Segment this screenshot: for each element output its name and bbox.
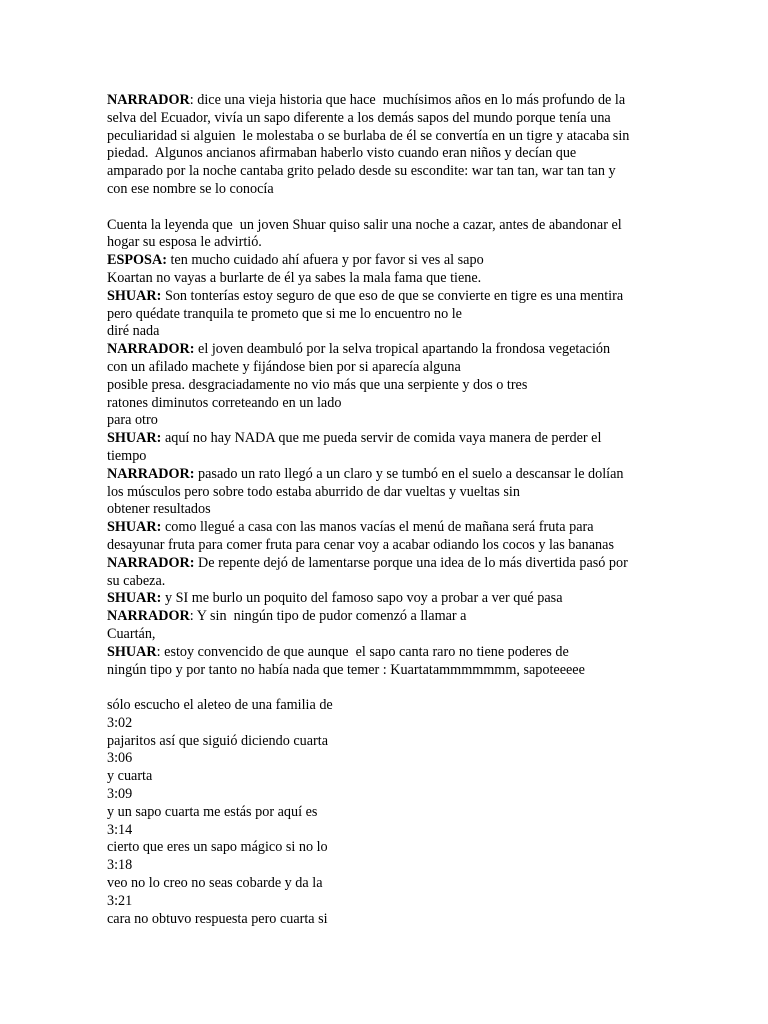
line-text: y SI me burlo un poquito del famoso sapo voy a probar a ver qué pasa	[161, 590, 563, 607]
text-line	[107, 163, 667, 181]
line-text: 3:09	[107, 786, 133, 803]
text-line	[107, 145, 667, 163]
speaker-label: ESPOSA:	[107, 252, 167, 269]
text-line	[107, 270, 667, 288]
line-text: cierto que eres un sapo mágico si no lo	[107, 839, 328, 856]
line-text: posible presa. desgraciadamente no vio más que una serpiente y dos o tres	[107, 376, 528, 393]
line-text: pasado un rato llegó a un claro y se tumbó en el suelo a descansar le dolían	[194, 465, 624, 482]
text-line	[107, 110, 667, 128]
text-line	[107, 911, 667, 929]
line-text: y cuarta	[107, 768, 153, 785]
paragraph-transcript	[107, 697, 667, 928]
speaker-label: NARRADOR:	[107, 554, 195, 571]
line-text: Cuenta la leyenda que un joven Shuar quiso salir una noche a cazar, antes de abandonar el	[107, 216, 622, 233]
line-text: para otro	[107, 412, 158, 429]
text-line	[107, 590, 667, 608]
speaker-label: NARRADOR	[107, 92, 190, 108]
line-text: Koartan no vayas a burlarte de él ya sabes la mala fama que tiene.	[107, 269, 482, 286]
text-line	[107, 395, 667, 413]
text-line	[107, 341, 667, 359]
line-text: con ese nombre se lo conocía	[107, 180, 274, 197]
speaker-label: SHUAR:	[107, 519, 162, 536]
text-line	[107, 608, 667, 626]
text-line	[107, 288, 667, 306]
line-text: pajaritos así que siguió diciendo cuarta	[107, 732, 329, 749]
line-text: Son tonterías estoy seguro de que eso de que se convierte en tigre es una mentira	[161, 287, 624, 304]
text-line	[107, 181, 667, 199]
line-text: 3:02	[107, 714, 133, 731]
document-page	[107, 92, 667, 928]
text-line	[107, 822, 667, 840]
text-line	[107, 750, 667, 768]
text-line	[107, 537, 667, 555]
line-text: obtener resultados	[107, 501, 211, 518]
line-text: el joven deambuló por la selva tropical apartando la frondosa vegetación	[194, 341, 611, 358]
line-text: pero quédate tranquila te prometo que si me lo encuentro no le	[107, 305, 462, 322]
text-line	[107, 893, 667, 911]
text-line	[107, 323, 667, 341]
speaker-label: SHUAR:	[107, 590, 162, 607]
text-line	[107, 875, 667, 893]
line-text: ningún tipo y por tanto no había nada que temer : Kuartatammmmmmm, sapoteeeee	[107, 661, 585, 678]
text-line	[107, 733, 667, 751]
text-line	[107, 573, 667, 591]
paragraph-dialogue	[107, 217, 667, 680]
text-line	[107, 430, 667, 448]
line-text: : dice una vieja historia que hace muchísimos años en lo más profundo de la	[189, 92, 626, 108]
text-line	[107, 306, 667, 324]
line-text: ratones diminutos correteando en un lado	[107, 394, 342, 411]
line-text: cara no obtuvo respuesta pero cuarta si	[107, 910, 328, 927]
text-line	[107, 466, 667, 484]
text-line	[107, 217, 667, 235]
line-text: su cabeza.	[107, 572, 166, 589]
speaker-label: SHUAR	[107, 643, 157, 660]
text-line	[107, 128, 667, 146]
text-line	[107, 555, 667, 573]
line-text: sólo escucho el aleteo de una familia de	[107, 697, 333, 714]
text-line	[107, 644, 667, 662]
text-line	[107, 626, 667, 644]
line-text: ten mucho cuidado ahí afuera y por favor si ves al sapo	[166, 252, 484, 269]
line-text: tiempo	[107, 447, 147, 464]
text-line	[107, 92, 667, 110]
text-line	[107, 359, 667, 377]
line-text: 3:18	[107, 857, 133, 874]
text-line	[107, 804, 667, 822]
paragraph-intro	[107, 92, 667, 199]
text-line	[107, 252, 667, 270]
line-text: De repente dejó de lamentarse porque una idea de lo más divertida pasó por	[194, 554, 628, 571]
paragraph-gap	[107, 679, 667, 697]
line-text: Cuartán,	[107, 625, 156, 642]
line-text: 3:14	[107, 821, 133, 838]
text-line	[107, 484, 667, 502]
text-line	[107, 839, 667, 857]
line-text: diré nada	[107, 323, 160, 340]
line-text: amparado por la noche cantaba grito pelado desde su escondite: war tan tan, war tan tan y	[107, 163, 616, 180]
line-text: veo no lo creo no seas cobarde y da la	[107, 875, 323, 892]
text-line	[107, 234, 667, 252]
line-text: selva del Ecuador, vivía un sapo diferente a los demás sapos del mundo porque tenía una	[107, 109, 611, 126]
line-text: piedad. Algunos ancianos afirmaban haberlo visto cuando eran niños y decían que	[107, 145, 577, 162]
line-text: : estoy convencido de que aunque el sapo canta raro no tiene poderes de	[156, 643, 569, 660]
text-line	[107, 519, 667, 537]
text-line	[107, 501, 667, 519]
line-text: 3:06	[107, 750, 133, 767]
speaker-label: NARRADOR:	[107, 341, 195, 358]
text-line	[107, 857, 667, 875]
text-line	[107, 715, 667, 733]
line-text: hogar su esposa le advirtió.	[107, 234, 262, 251]
line-text: los músculos pero sobre todo estaba aburrido de dar vueltas y vueltas sin	[107, 483, 520, 500]
speaker-label: NARRADOR	[107, 608, 190, 625]
text-line	[107, 412, 667, 430]
text-line	[107, 448, 667, 466]
line-text: : Y sin ningún tipo de pudor comenzó a llamar a	[189, 608, 467, 625]
speaker-label: SHUAR:	[107, 430, 162, 447]
text-line	[107, 377, 667, 395]
line-text: como llegué a casa con las manos vacías el menú de mañana será fruta para	[161, 519, 594, 536]
line-text: 3:21	[107, 892, 133, 909]
line-text: peculiaridad si alguien le molestaba o se burlaba de él se convertía en un tigre y atacaba sin	[107, 127, 630, 144]
line-text: aquí no hay NADA que me pueda servir de comida vaya manera de perder el	[161, 430, 602, 447]
line-text: y un sapo cuarta me estás por aquí es	[107, 803, 318, 820]
speaker-label: NARRADOR:	[107, 465, 195, 482]
text-line	[107, 662, 667, 680]
speaker-label: SHUAR:	[107, 287, 162, 304]
text-line	[107, 697, 667, 715]
line-text: con un afilado machete y fijándose bien por si aparecía alguna	[107, 358, 461, 375]
paragraph-gap	[107, 199, 667, 217]
text-line	[107, 786, 667, 804]
text-line	[107, 768, 667, 786]
line-text: desayunar fruta para comer fruta para cenar voy a acabar odiando los cocos y las bananas	[107, 536, 614, 553]
